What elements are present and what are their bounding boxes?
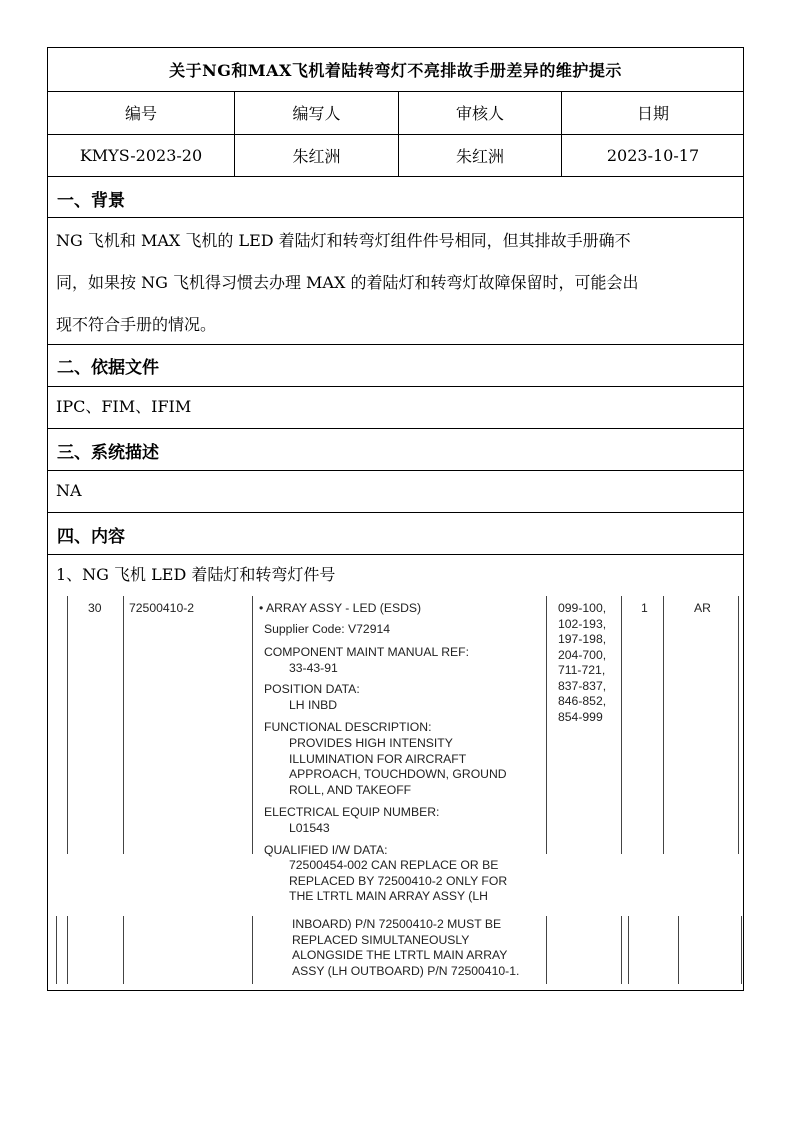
document-title: 关于NG和MAX飞机着陆转弯灯不亮排故手册差异的维护提示 bbox=[169, 61, 622, 80]
section-heading-content: 四、内容 bbox=[57, 527, 125, 547]
ipc-column-line bbox=[252, 916, 253, 984]
ipc-functional-line: ILLUMINATION FOR AIRCRAFT bbox=[289, 751, 467, 766]
ipc-quantity: AR bbox=[694, 601, 711, 615]
ipc-column-line bbox=[628, 916, 629, 984]
ipc-effectivity: 711-721, bbox=[558, 663, 606, 677]
ipc-cmm-label: COMPONENT MAINT MANUAL REF: bbox=[264, 645, 469, 659]
ipc-supplier-code: Supplier Code: V72914 bbox=[264, 622, 391, 636]
ipc-column-line bbox=[621, 916, 622, 984]
ipc-effectivity: 846-852, bbox=[558, 694, 607, 708]
divider bbox=[48, 470, 743, 471]
ipc-functional-label: FUNCTIONAL DESCRIPTION: bbox=[264, 720, 432, 734]
section-heading-system: 三、系统描述 bbox=[57, 443, 159, 463]
ipc-column-line bbox=[546, 916, 547, 984]
reviewer-name: 朱红洲 bbox=[455, 146, 504, 166]
ipc-column-line bbox=[56, 916, 57, 984]
ipc-continued-line: REPLACED SIMULTANEOUSLY bbox=[292, 932, 470, 947]
system-description: NA bbox=[56, 481, 82, 500]
ipc-effectivity: 204-700, bbox=[558, 647, 607, 662]
ipc-continued-line: ASSY (LH OUTBOARD) P/N 72500410-1. bbox=[292, 963, 520, 978]
ipc-electrical-label: ELECTRICAL EQUIP NUMBER: bbox=[264, 805, 440, 819]
ipc-effectivity: 099-100, bbox=[558, 601, 607, 615]
ipc-column-line bbox=[678, 916, 679, 984]
divider bbox=[48, 217, 743, 218]
header-label-reviewer: 审核人 bbox=[455, 104, 504, 123]
divider bbox=[48, 512, 743, 513]
ipc-qualified-line: REPLACED BY 72500410-2 ONLY FOR bbox=[289, 873, 508, 888]
ipc-column-line bbox=[252, 596, 253, 854]
ipc-effectivity: 837-837, bbox=[558, 678, 607, 693]
background-line-2: 同，如果按 NG 飞机得习惯去办理 MAX 的着陆灯和转弯灯故障保留时，可能会出 bbox=[56, 273, 639, 292]
header-label-author: 编写人 bbox=[292, 104, 341, 123]
ipc-column-line bbox=[738, 596, 739, 854]
ipc-qualified-line: THE LTRTL MAIN ARRAY ASSY (LH bbox=[289, 889, 488, 903]
ipc-column-line bbox=[621, 596, 622, 854]
ipc-continued-line: ALONGSIDE THE LTRTL MAIN ARRAY bbox=[292, 948, 508, 962]
ipc-electrical-value: L01543 bbox=[289, 821, 330, 835]
ipc-part-number: 72500410-2 bbox=[129, 601, 195, 615]
divider bbox=[48, 344, 743, 345]
divider bbox=[48, 428, 743, 429]
ipc-continued-line: INBOARD) P/N 72500410-2 MUST BE bbox=[292, 917, 502, 931]
ipc-qualified-label: QUALIFIED I/W DATA: bbox=[264, 843, 388, 857]
ipc-position-label: POSITION DATA: bbox=[264, 682, 360, 696]
header-label-number: 编号 bbox=[124, 104, 157, 123]
ipc-effectivity: 197-198, bbox=[558, 632, 607, 646]
ipc-cmm-value: 33-43-91 bbox=[289, 661, 338, 675]
ipc-column-line bbox=[546, 596, 547, 854]
background-line-3: 现不符合手册的情况。 bbox=[56, 315, 217, 334]
section-heading-background: 一、背景 bbox=[57, 191, 125, 211]
document-number: KMYS-2023-20 bbox=[79, 145, 203, 165]
document-date: 2023-10-17 bbox=[606, 145, 700, 165]
ipc-functional-line: APPROACH, TOUCHDOWN, GROUND bbox=[289, 767, 507, 781]
ipc-qualified-line: 72500454-002 CAN REPLACE OR BE bbox=[289, 858, 499, 872]
ipc-item-number: 30 bbox=[88, 601, 102, 615]
ipc-functional-line: ROLL, AND TAKEOFF bbox=[289, 782, 412, 797]
header-label-date: 日期 bbox=[636, 104, 669, 123]
ipc-position-value: LH INBD bbox=[289, 698, 338, 712]
background-line-1: NG 飞机和 MAX 飞机的 LED 着陆灯和转弯灯组件件号相同，但其排故手册确不 bbox=[56, 231, 631, 250]
ipc-column-line bbox=[663, 596, 664, 854]
ipc-column-line bbox=[67, 916, 68, 984]
ipc-effectivity: 854-999 bbox=[558, 709, 603, 724]
ipc-column-line bbox=[123, 916, 124, 984]
ipc-functional-line: PROVIDES HIGH INTENSITY bbox=[289, 736, 453, 750]
ipc-column-line bbox=[123, 596, 124, 854]
maintenance-tip-document bbox=[47, 47, 744, 991]
author-name: 朱红洲 bbox=[292, 146, 341, 166]
ipc-effectivity: 102-193, bbox=[558, 616, 607, 631]
ipc-nomenclature: • ARRAY ASSY - LED (ESDS) bbox=[259, 601, 422, 615]
section-heading-basis: 二、依据文件 bbox=[57, 358, 159, 378]
content-subheading: 1、NG 飞机 LED 着陆灯和转弯灯件号 bbox=[56, 565, 336, 584]
ipc-units: 1 bbox=[641, 601, 648, 615]
ipc-column-line bbox=[67, 596, 68, 854]
divider bbox=[48, 176, 743, 177]
ipc-column-line bbox=[741, 916, 742, 984]
basis-documents: IPC、FIM、IFIM bbox=[56, 397, 192, 416]
